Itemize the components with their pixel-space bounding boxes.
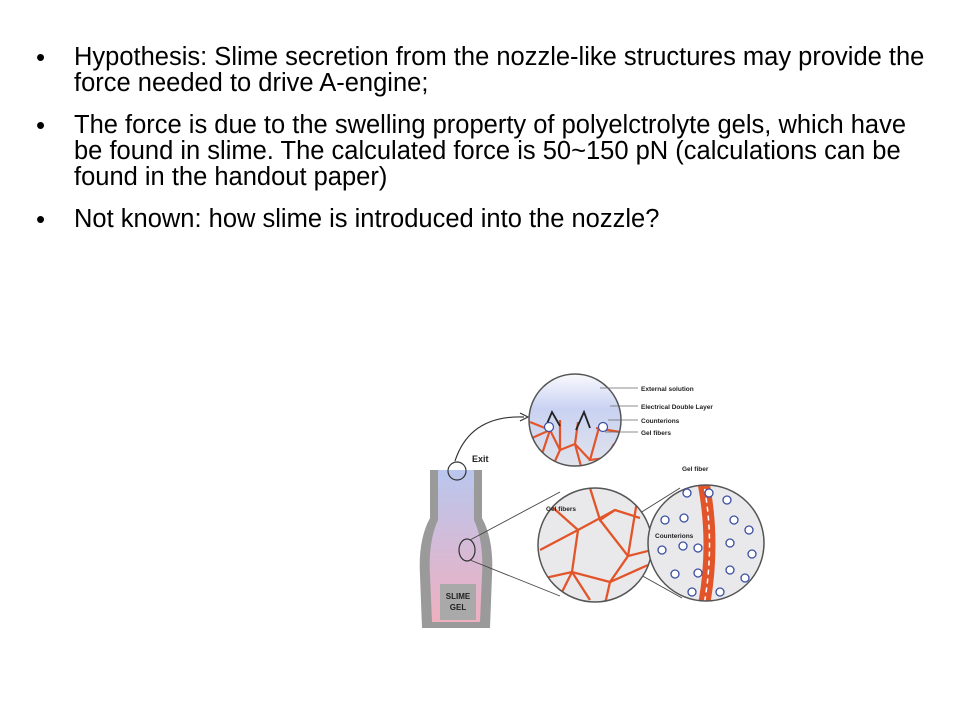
exit-label: Exit [472, 454, 489, 464]
bullet-item-not-known [34, 206, 934, 232]
counterions-label: Counterions [655, 533, 694, 540]
gel-label: GEL [449, 603, 467, 612]
bullet-text: The force is due to the swelling property of polyelctrolyte gels, which have be found in slime. The calculated force is 50~150 pN (calculations can be found in the handout paper) [74, 111, 907, 191]
double-layer-zoom [520, 370, 713, 480]
gel-fiber-label: Gel fiber [682, 466, 709, 473]
exit-arrow [455, 417, 524, 461]
bullet-item-force [34, 112, 934, 190]
bullet-marker: • [36, 42, 46, 72]
callout-external-solution: External solution [641, 386, 694, 393]
slime-nozzle-diagram [400, 360, 770, 640]
bullet-text: Hypothesis: Slime secretion from the nozzle-like structures may provide the force needed to drive A-engine; [74, 43, 925, 97]
callout-double-layer: Electrical Double Layer [641, 404, 713, 411]
gel-fiber-zoom [645, 466, 770, 610]
bullet-marker: • [36, 204, 46, 234]
bullet-marker: • [36, 110, 46, 140]
bullet-text: Not known: how slime is introduced into the nozzle? [74, 205, 660, 233]
gel-fibers-label: Gel fibers [546, 506, 576, 513]
gel-fibers-zoom [535, 485, 655, 605]
callout-gel-fibers: Gel fibers [641, 430, 671, 437]
slime-label: SLIME [445, 592, 471, 601]
callout-counterions: Counterions [641, 418, 680, 425]
bullet-item-hypothesis [34, 44, 934, 96]
nozzle [420, 413, 528, 628]
bullet-list [34, 44, 934, 248]
